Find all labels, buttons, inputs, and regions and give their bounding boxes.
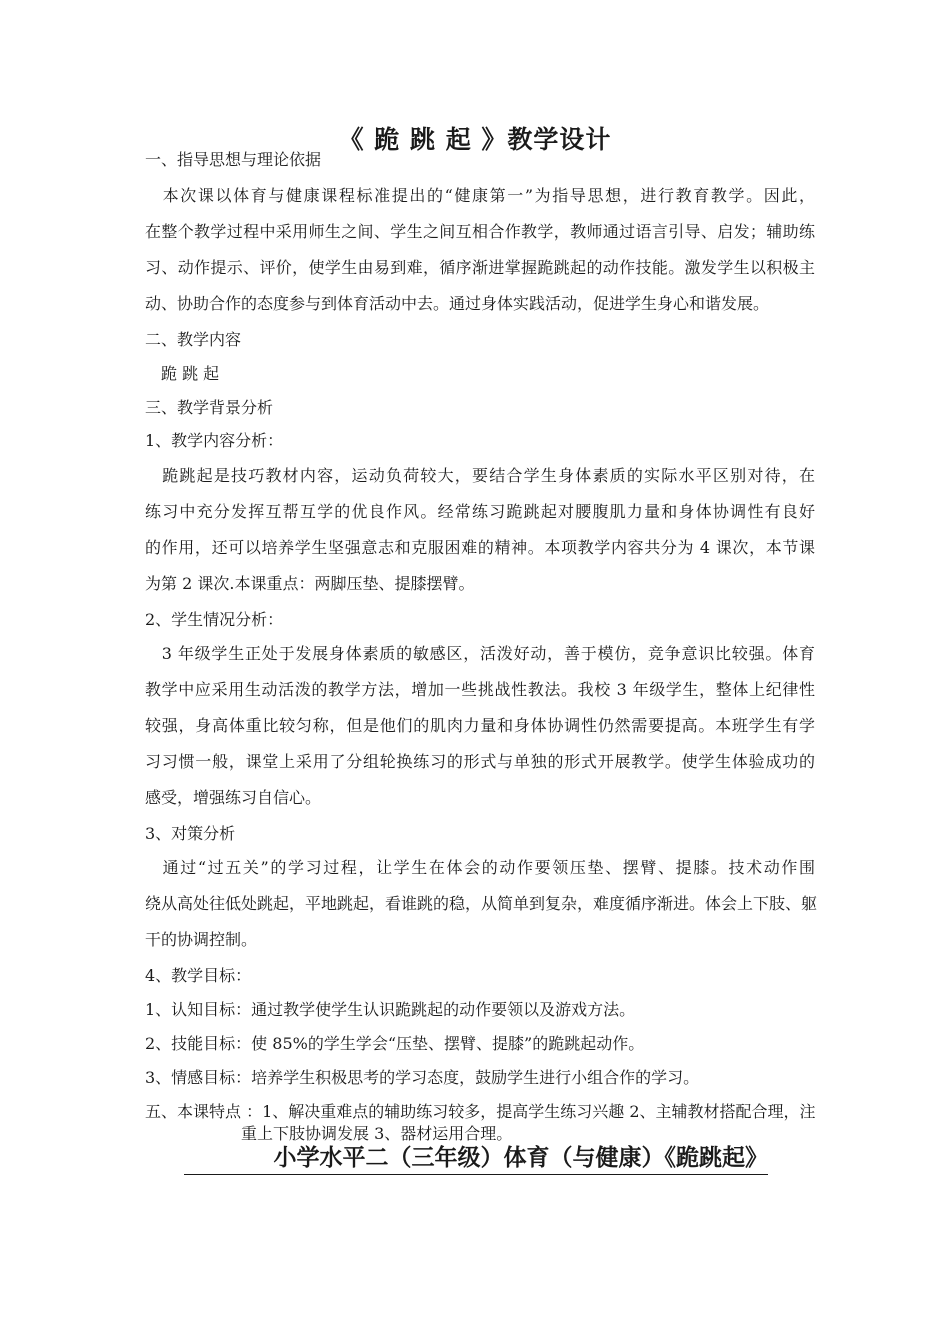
subsection-heading: 3、对策分析	[145, 824, 236, 843]
section-heading: 一、指导思想与理论依据	[145, 150, 322, 169]
paragraph-line: 重上下肢协调发展 3、器材运用合理。	[145, 1124, 513, 1143]
document-title: 《 跪 跳 起 》教学设计	[338, 125, 612, 154]
paragraph-line: 通过“过五关”的学习过程，让学生在体会的动作要领压垫、摆臂、提膝。技术动作围	[145, 858, 815, 877]
section-heading: 二、教学内容	[145, 330, 242, 349]
paragraph-line: 五、本课特点 ：1、解决重难点的辅助练习较多，提高学生练习兴趣 2、主辅教材搭配合理，注	[145, 1102, 816, 1121]
paragraph-line: 绕从高处往低处跳起，平地跳起，看谁跳的稳，从简单到复杂，难度循序渐进。体会上下肢、躯	[145, 894, 818, 913]
subsection-heading: 2、学生情况分析：	[145, 610, 284, 629]
paragraph-line: 习、动作提示、评价，使学生由易到难，循序渐进掌握跪跳起的动作技能。激发学生以积极主	[145, 258, 815, 277]
paragraph-line: 习习惯一般，课堂上采用了分组轮换练习的形式与单独的形式开展教学。使学生体验成功的	[145, 752, 815, 771]
objective-line: 1、认知目标：通过教学使学生认识跪跳起的动作要领以及游戏方法。	[145, 1000, 636, 1019]
subsection-heading: 1、教学内容分析：	[145, 431, 284, 450]
paragraph-line: 本次课以体育与健康课程标准提出的“健康第一”为指导思想，进行教育教学。因此，	[145, 186, 815, 205]
objective-line: 2、技能目标：使 85%的学生学会“压垫、摆臂、提膝”的跪跳起动作。	[145, 1034, 645, 1053]
subsection-heading: 4、教学目标：	[145, 966, 252, 985]
paragraph-line: 教学中应采用生动活泼的教学方法，增加一些挑战性教法。我校 3 年级学生，整体上纪律性	[145, 680, 815, 699]
paragraph-line: 3 年级学生正处于发展身体素质的敏感区，活泼好动，善于模仿，竞争意识比较强。体育	[145, 644, 815, 663]
paragraph-line: 练习中充分发挥互帮互学的优良作风。经常练习跪跳起对腰腹肌力量和身体协调性有良好	[145, 502, 815, 521]
paragraph-line: 为第 2 课次.本课重点：两脚压垫、提膝摆臂。	[145, 574, 475, 593]
paragraph-line: 跪 跳 起	[145, 364, 220, 383]
paragraph-line: 感受，增强练习自信心。	[145, 788, 322, 807]
paragraph-line: 的作用，还可以培养学生坚强意志和克服困难的精神。本项教学内容共分为 4 课次，本节课	[145, 538, 815, 557]
paragraph-line: 较强，身高体重比较匀称，但是他们的肌肉力量和身体协调性仍然需要提高。本班学生有学	[145, 716, 815, 735]
paragraph-line: 干的协调控制。	[145, 930, 258, 949]
section-heading: 三、教学背景分析	[145, 398, 274, 417]
paragraph-line: 动、协助合作的态度参与到体育活动中去。通过身体实践活动，促进学生身心和谐发展。	[145, 294, 770, 313]
paragraph-line: 在整个教学过程中采用师生之间、学生之间互相合作教学，教师通过语言引导、启发；辅助练	[145, 222, 815, 241]
objective-line: 3、情感目标：培养学生积极思考的学习态度，鼓励学生进行小组合作的学习。	[145, 1068, 700, 1087]
paragraph-line: 跪跳起是技巧教材内容，运动负荷较大，要结合学生身体素质的实际水平区别对待，在	[145, 466, 815, 485]
course-title: 小学水平二（三年级）体育（与健康）《跪跳起》	[184, 1143, 768, 1175]
